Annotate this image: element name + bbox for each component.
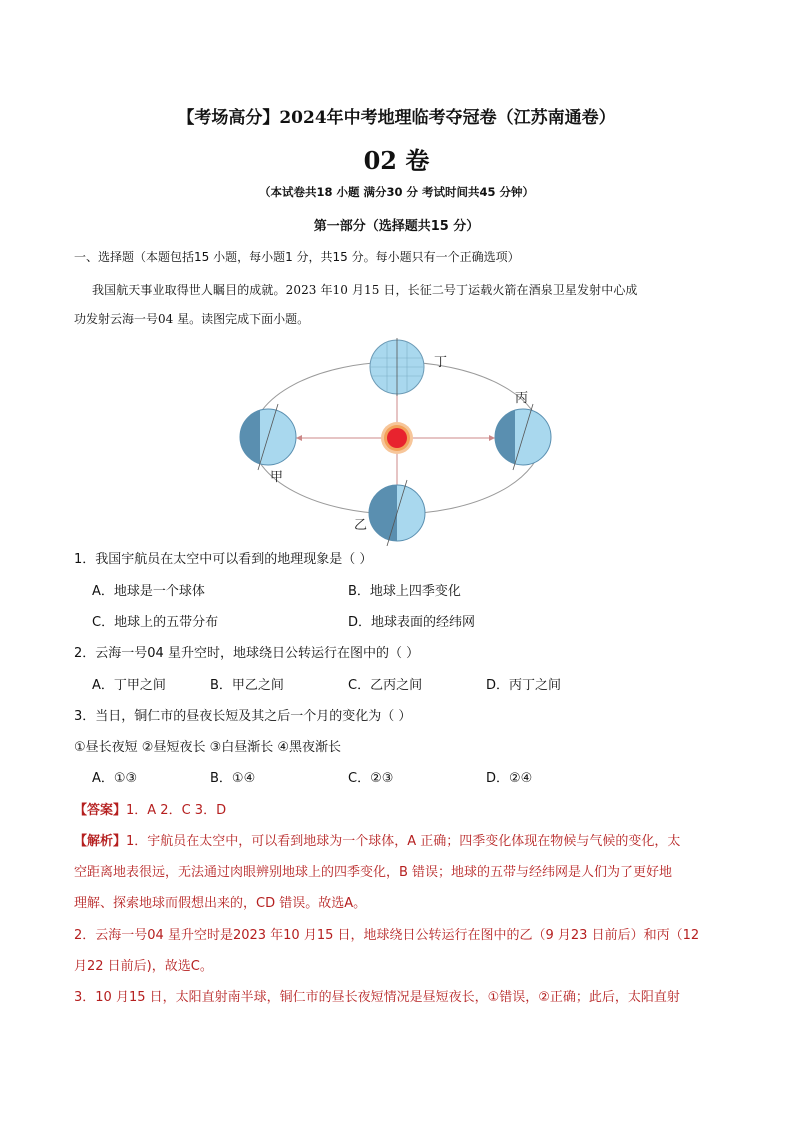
question-2-option-a: A．丁甲之间 [92,678,166,693]
question-2-option-d: D．丙丁之间 [486,678,562,693]
analysis-label: 【解析】 [74,834,127,849]
label-ding: 丁 [434,355,448,370]
label-jia: 甲 [270,470,284,485]
label-yi: 乙 [354,518,368,533]
paper-title: 【考场高分】2024年中考地理临考夺冠卷（江苏南通卷） [177,108,616,128]
arrow-left [296,435,302,441]
earth-bing [495,404,551,470]
answer-label: 【答案】 [74,803,127,818]
analysis-line-1 [74,830,680,849]
analysis-line-5: 月22 日前后)，故选C。 [74,959,213,974]
question-1-option-c: C．地球上的五带分布 [92,615,219,630]
passage-line-1: 我国航天事业取得世人瞩目的成就。2023 年10 月15 日，长征二号丁运载火箭在酒泉卫星发射中心成 [92,283,638,297]
part-title: 第一部分（选择题共15 分） [313,219,480,234]
earth-ding [370,338,424,396]
question-3-option-c: C．②③ [348,771,394,786]
analysis-line-6: 3．10 月15 日，太阳直射南半球，铜仁市的昼长夜短情况是昼短夜长，①错误，②正确；此后，太阳直射 [74,990,680,1005]
label-bing: 丙 [515,391,529,406]
arrow-right [489,435,495,441]
question-3-option-a: A．①③ [92,771,138,786]
analysis-line-2: 空距离地表很远，无法通过肉眼辨别地球上的四季变化，B 错误；地球的五带与经纬网是人们为了更好地 [74,865,673,880]
passage-line-2: 功发射云海一号04 星。读图完成下面小题。 [74,312,310,326]
answer-line [74,799,226,818]
question-1-option-d: D．地球表面的经纬网 [348,615,476,630]
analysis-line-4: 2．云海一号04 星升空时是2023 年10 月15 日，地球绕日公转运行在图中的乙（9 月23 日前后）和丙（12 [74,928,700,943]
exam-info: （本试卷共18 小题 满分30 分 考试时间共45 分钟） [258,185,535,199]
earth-jia [240,404,296,470]
earth-yi [369,480,425,546]
question-2-option-c: C．乙丙之间 [348,678,423,693]
paper-subtitle: 02 卷 [363,146,430,175]
sun-icon [381,422,413,454]
question-2-stem: 2．云海一号04 星升空时，地球绕日公转运行在图中的（ ） [74,646,420,661]
question-3-statements: ①昼长夜短 ②昼短夜长 ③白昼渐长 ④黑夜渐长 [74,740,342,755]
question-1-option-a: A．地球是一个球体 [92,584,205,599]
question-1-stem: 1．我国宇航员在太空中可以看到的地理现象是（ ） [74,552,373,567]
question-3-stem: 3．当日，铜仁市的昼夜长短及其之后一个月的变化为（ ） [74,709,412,724]
analysis-line-3: 理解、探索地球而假想出来的，CD 错误。故选A。 [74,896,367,911]
analysis-text-1: 1．宇航员在太空中，可以看到地球为一个球体，A 正确；四季变化体现在物候与气候的变化，太 [126,834,681,849]
earth-orbit-diagram [230,336,565,546]
question-3-option-b: B．①④ [210,771,256,786]
question-1-option-b: B．地球上四季变化 [348,584,461,599]
section-heading: 一、选择题（本题包括15 小题，每小题1 分，共15 分。每小题只有一个正确选项） [74,250,520,264]
question-3-option-d: D．②④ [486,771,533,786]
answer-text: 1．A 2．C 3．D [126,803,227,818]
question-2-option-b: B．甲乙之间 [210,678,284,693]
